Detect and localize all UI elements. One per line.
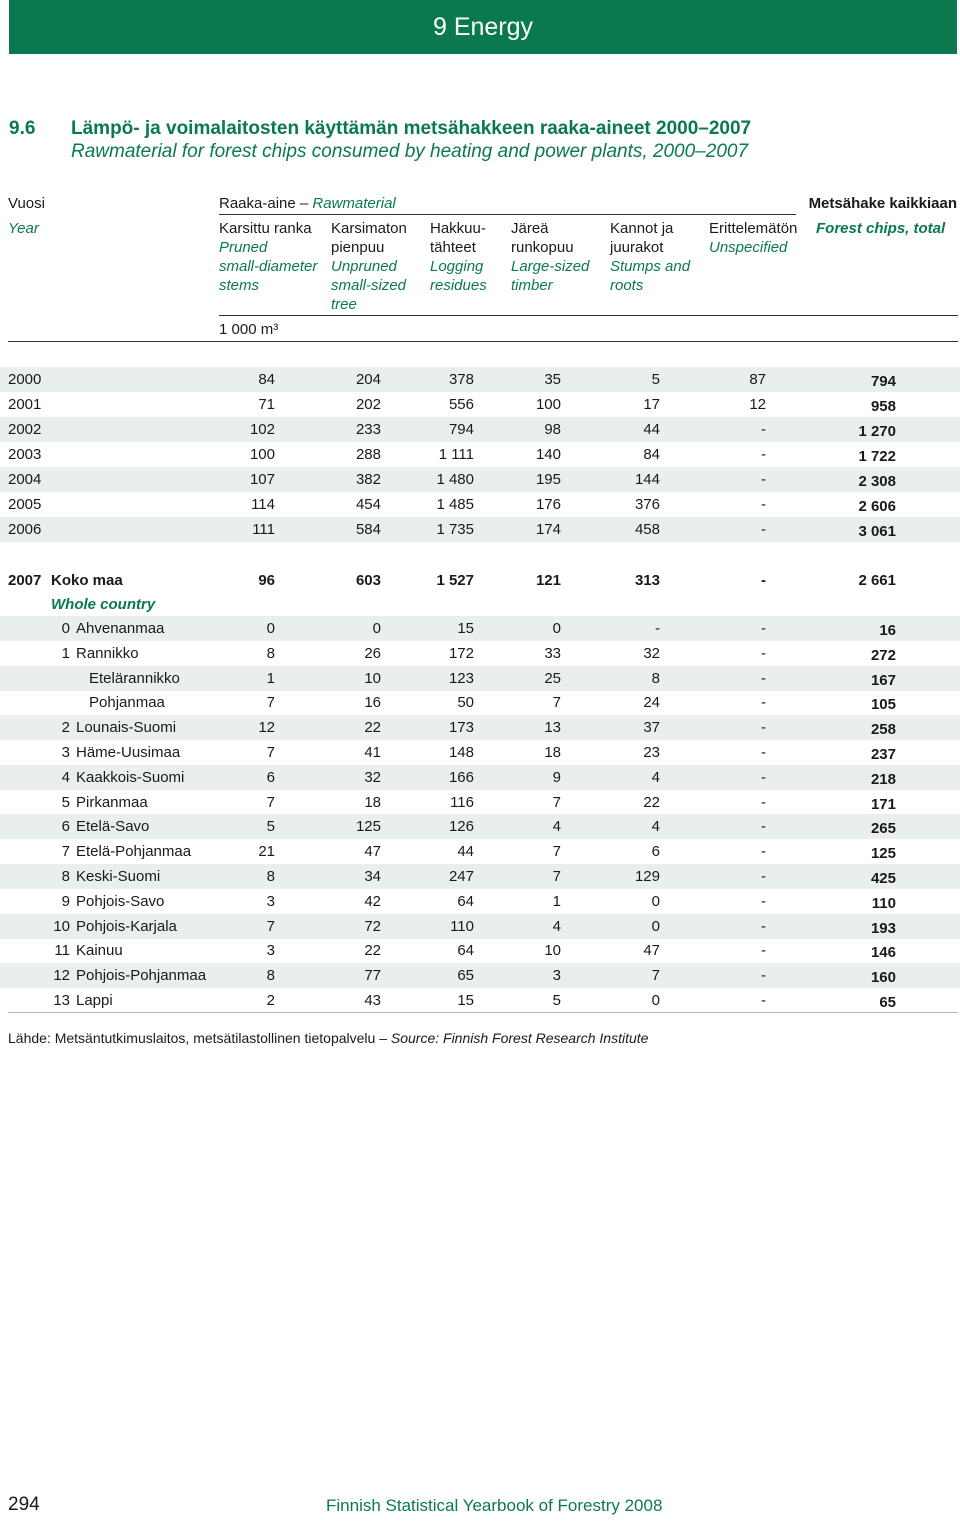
unit-label: 1 000 m³: [219, 321, 279, 338]
value-cell: 24: [643, 694, 660, 712]
value-cell: 12: [749, 396, 766, 413]
value-cell: -: [761, 694, 766, 712]
column-header-fi: runkopuu: [511, 239, 574, 256]
value-cell: 233: [355, 421, 381, 438]
value-cell: 5: [651, 371, 660, 388]
column-header-fi: Järeä: [511, 220, 549, 237]
value-cell: 22: [643, 793, 660, 811]
value-cell: 7: [266, 744, 275, 761]
value-cell: 47: [643, 942, 660, 960]
value-cell: 5: [266, 818, 275, 836]
region-code: 8: [61, 868, 70, 885]
region-name: Kaakkois-Suomi: [76, 768, 185, 786]
value-cell: 110: [450, 917, 474, 935]
value-cell: 12: [258, 719, 275, 737]
column-header-en: small-diameter: [219, 258, 318, 275]
value-cell: 42: [364, 892, 381, 910]
value-cell: 4: [552, 917, 561, 935]
value-cell: 125: [355, 818, 381, 836]
value-cell: 2: [266, 992, 275, 1009]
year-cell: 2006: [8, 521, 42, 538]
value-cell: 8: [266, 967, 275, 985]
value-cell: 18: [364, 793, 381, 811]
value-cell: 1 485: [436, 496, 474, 513]
total-cell: 193: [870, 919, 896, 937]
value-cell: 37: [643, 719, 660, 737]
value-cell: 26: [364, 644, 381, 662]
region-code: 5: [61, 793, 70, 811]
column-header-fi: juurakot: [610, 239, 664, 256]
table-title-en: Rawmaterial for forest chips consumed by heating and power plants, 2000–2007: [71, 141, 749, 162]
total-cell: 125: [870, 845, 896, 863]
value-cell: 382: [355, 471, 381, 488]
year-cell: 2007: [8, 572, 42, 589]
total-cell: 1 722: [858, 448, 896, 465]
header-rule-unit: [219, 315, 958, 316]
value-cell: -: [761, 917, 766, 935]
value-cell: -: [761, 992, 766, 1009]
region-name: Kainuu: [76, 942, 123, 960]
value-cell: -: [761, 818, 766, 836]
total-cell: 105: [870, 696, 896, 714]
column-header-en: roots: [610, 277, 644, 294]
value-cell: 1 735: [436, 521, 474, 538]
value-cell: 6: [266, 768, 275, 786]
table-number: 9.6: [9, 118, 36, 139]
value-cell: -: [761, 768, 766, 786]
year-cell: 2003: [8, 446, 42, 463]
value-cell: 17: [643, 396, 660, 413]
value-cell: 174: [535, 521, 561, 538]
value-cell: 247: [448, 868, 474, 885]
value-cell: 34: [364, 868, 381, 885]
total-cell: 65: [879, 994, 896, 1011]
year-cell: 2000: [8, 371, 42, 388]
region-label-en: Whole country: [51, 596, 156, 613]
value-cell: -: [761, 471, 766, 488]
value-cell: -: [761, 892, 766, 910]
region-name: Häme-Uusimaa: [76, 744, 181, 761]
value-cell: 458: [634, 521, 660, 538]
total-cell: 171: [870, 795, 896, 813]
region-code: 1: [61, 644, 70, 662]
total-cell: 425: [870, 870, 896, 887]
year-cell: 2004: [8, 471, 42, 488]
value-cell: 454: [355, 496, 381, 513]
value-cell: 22: [364, 719, 381, 737]
total-cell: 958: [870, 398, 896, 415]
total-cell: 237: [870, 746, 896, 763]
header-year-en: Year: [8, 220, 39, 237]
value-cell: 556: [448, 396, 474, 413]
region-code: 13: [53, 992, 70, 1009]
value-cell: -: [761, 793, 766, 811]
column-header-fi: Erittelemätön: [709, 220, 798, 237]
value-cell: 32: [643, 644, 660, 662]
value-cell: 4: [651, 768, 660, 786]
value-cell: 7: [266, 793, 275, 811]
column-header-en: Unpruned: [331, 258, 397, 275]
value-cell: 102: [249, 421, 275, 438]
total-cell: 3 061: [858, 523, 896, 540]
value-cell: -: [761, 644, 766, 662]
column-header-en: Stumps and: [610, 258, 691, 275]
value-cell: 114: [251, 496, 275, 513]
value-cell: 4: [552, 818, 561, 836]
value-cell: 378: [448, 371, 474, 388]
value-cell: 100: [535, 396, 561, 413]
value-cell: 7: [552, 843, 561, 861]
column-header-fi: Kannot ja: [610, 220, 674, 237]
column-header-en: Large-sized: [511, 258, 590, 275]
value-cell: 7: [552, 694, 561, 712]
total-cell: 2 308: [858, 473, 896, 490]
header-rawmaterial: [219, 194, 396, 213]
title-fi-text: Lämpö- ja voimalaitosten käyttämän metsähakkeen raaka-aineet 2000–2007: [71, 118, 752, 139]
value-cell: 98: [544, 421, 561, 438]
value-cell: 376: [634, 496, 660, 513]
value-cell: 172: [448, 644, 474, 662]
value-cell: 1: [266, 669, 275, 687]
value-cell: 33: [544, 644, 561, 662]
value-cell: -: [761, 620, 766, 637]
region-code: 10: [53, 917, 70, 935]
value-cell: 794: [448, 421, 474, 438]
value-cell: 77: [364, 967, 381, 985]
value-cell: 116: [450, 793, 474, 811]
column-header-fi: tähteet: [430, 239, 476, 256]
column-header-en: Logging: [430, 258, 484, 275]
header-total-fi: Metsähake kaikkiaan: [808, 195, 957, 212]
subregion-name: Pohjanmaa: [89, 694, 165, 712]
value-cell: 13: [544, 719, 561, 737]
value-cell: -: [761, 496, 766, 513]
value-cell: 584: [355, 521, 381, 538]
column-header-en: small-sized: [331, 277, 407, 294]
value-cell: 121: [535, 572, 561, 589]
value-cell: 313: [634, 572, 660, 589]
value-cell: 4: [651, 818, 660, 836]
value-cell: -: [761, 669, 766, 687]
value-cell: 84: [643, 446, 660, 463]
value-cell: 1 527: [436, 572, 474, 589]
region-name: Pohjois-Karjala: [76, 917, 177, 935]
value-cell: 32: [364, 768, 381, 786]
region-code: 9: [61, 892, 70, 910]
value-cell: 195: [535, 471, 561, 488]
value-cell: 64: [457, 892, 474, 910]
value-cell: 5: [552, 992, 561, 1009]
value-cell: 35: [544, 371, 561, 388]
value-cell: -: [761, 421, 766, 438]
header-rawmaterial-en: Rawmaterial: [312, 195, 396, 212]
value-cell: 123: [448, 669, 474, 687]
total-cell: 265: [870, 820, 896, 838]
value-cell: 8: [651, 669, 660, 687]
region-name: Lounais-Suomi: [76, 719, 177, 737]
value-cell: 1 111: [438, 446, 474, 463]
value-cell: 144: [634, 471, 660, 488]
value-cell: 7: [552, 793, 561, 811]
value-cell: 100: [249, 446, 275, 463]
value-cell: 18: [544, 744, 561, 761]
source-fi: Lähde: Metsäntutkimuslaitos, metsätilastollinen tietopalvelu –: [8, 1030, 391, 1046]
column-header-en: tree: [331, 296, 357, 313]
region-name: Ahvenanmaa: [76, 620, 165, 637]
value-cell: 0: [651, 992, 660, 1009]
column-header-en: Pruned: [219, 239, 268, 256]
value-cell: 3: [266, 942, 275, 960]
value-cell: 288: [355, 446, 381, 463]
value-cell: -: [655, 620, 660, 637]
value-cell: -: [761, 744, 766, 761]
value-cell: 65: [457, 967, 474, 985]
region-code: 11: [54, 942, 70, 960]
column-header-fi: pienpuu: [331, 239, 385, 256]
value-cell: 10: [364, 669, 381, 687]
value-cell: 84: [258, 371, 275, 388]
region-code: 2: [61, 719, 70, 737]
column-header-fi: Karsimaton: [331, 220, 407, 237]
total-cell: 794: [870, 373, 896, 390]
subregion-name: Etelärannikko: [89, 669, 180, 687]
value-cell: 7: [266, 917, 275, 935]
source-note: [8, 1029, 648, 1048]
region-label-fi: Koko maa: [51, 572, 123, 589]
region-name: Pohjois-Pohjanmaa: [76, 967, 207, 985]
value-cell: 6: [651, 843, 660, 861]
region-name: Etelä-Savo: [76, 818, 150, 836]
value-cell: 176: [535, 496, 561, 513]
value-cell: 7: [266, 694, 275, 712]
value-cell: 44: [643, 421, 660, 438]
source-en: Source: Finnish Forest Research Institute: [390, 1030, 649, 1046]
value-cell: -: [761, 942, 766, 960]
total-cell: 258: [870, 721, 896, 739]
column-header-fi: Karsittu ranka: [219, 220, 312, 237]
header-rawmaterial-fi: Raaka-aine –: [219, 195, 313, 212]
total-cell: 218: [870, 770, 896, 788]
value-cell: 16: [364, 694, 381, 712]
value-cell: 3: [266, 892, 275, 910]
value-cell: 25: [544, 669, 561, 687]
value-cell: 7: [552, 868, 561, 885]
total-cell: 110: [871, 894, 896, 912]
header-year-fi: Vuosi: [8, 195, 45, 212]
column-header-en: stems: [219, 277, 260, 294]
value-cell: -: [761, 572, 766, 589]
value-cell: 202: [355, 396, 381, 413]
value-cell: 173: [448, 719, 474, 737]
value-cell: 41: [364, 744, 381, 761]
value-cell: -: [761, 843, 766, 861]
value-cell: -: [761, 719, 766, 737]
value-cell: -: [761, 521, 766, 538]
header-total-en: Forest chips, total: [816, 220, 946, 237]
value-cell: 166: [448, 768, 474, 786]
header-rule-rawmaterial: [219, 214, 796, 215]
region-name: Keski-Suomi: [76, 868, 161, 885]
total-cell: 160: [870, 969, 896, 987]
value-cell: 50: [457, 694, 474, 712]
value-cell: 43: [364, 992, 381, 1009]
value-cell: 47: [364, 843, 381, 861]
value-cell: 129: [634, 868, 660, 885]
value-cell: -: [761, 868, 766, 885]
value-cell: 8: [266, 644, 275, 662]
value-cell: 8: [266, 868, 275, 885]
value-cell: -: [761, 446, 766, 463]
region-name: Rannikko: [76, 644, 139, 662]
total-cell: 146: [870, 944, 896, 962]
value-cell: 603: [355, 572, 381, 589]
total-cell: 16: [879, 622, 896, 639]
region-name: Pirkanmaa: [76, 793, 148, 811]
value-cell: 1 480: [436, 471, 474, 488]
total-cell: 2 661: [858, 572, 896, 589]
value-cell: 23: [643, 744, 660, 761]
value-cell: 15: [457, 992, 474, 1009]
region-name: Etelä-Pohjanmaa: [76, 843, 192, 861]
value-cell: 107: [249, 471, 275, 488]
region-code: 12: [53, 967, 70, 985]
region-code: 4: [61, 768, 70, 786]
table-title-fi: [9, 118, 751, 140]
value-cell: 126: [448, 818, 474, 836]
year-cell: 2001: [8, 396, 42, 413]
region-code: 7: [61, 843, 70, 861]
value-cell: 96: [258, 572, 275, 589]
column-header-fi: Hakkuu-: [430, 220, 486, 237]
value-cell: 0: [552, 620, 561, 637]
value-cell: 10: [544, 942, 561, 960]
publication-title: Finnish Statistical Yearbook of Forestry 2008: [326, 1496, 663, 1515]
region-code: 3: [61, 744, 70, 761]
value-cell: 0: [266, 620, 275, 637]
value-cell: 15: [457, 620, 474, 637]
value-cell: 0: [651, 917, 660, 935]
region-name: Pohjois-Savo: [76, 892, 165, 910]
region-name: Lappi: [76, 992, 113, 1009]
value-cell: 1: [552, 892, 561, 910]
total-cell: 272: [870, 646, 896, 664]
value-cell: 204: [355, 371, 381, 388]
value-cell: 21: [258, 843, 275, 861]
table-bottom-rule: [8, 1012, 958, 1013]
page-number: 294: [8, 1494, 40, 1515]
value-cell: 72: [364, 917, 381, 935]
region-code: 0: [61, 620, 70, 637]
value-cell: 9: [552, 768, 561, 786]
value-cell: 87: [749, 371, 766, 388]
header-rule-bottom: [8, 341, 958, 342]
total-cell: 2 606: [858, 498, 896, 515]
value-cell: 0: [372, 620, 381, 637]
total-cell: 167: [870, 671, 896, 689]
value-cell: -: [761, 967, 766, 985]
column-header-en: timber: [511, 277, 553, 294]
column-header-en: Unspecified: [709, 239, 788, 256]
value-cell: 22: [364, 942, 381, 960]
value-cell: 71: [258, 396, 275, 413]
value-cell: 64: [457, 942, 474, 960]
value-cell: 7: [651, 967, 660, 985]
year-cell: 2002: [8, 421, 42, 438]
total-cell: 1 270: [858, 423, 896, 440]
year-cell: 2005: [8, 496, 42, 513]
column-header-en: residues: [430, 277, 487, 294]
value-cell: 111: [252, 521, 275, 538]
value-cell: 140: [535, 446, 561, 463]
value-cell: 3: [552, 967, 561, 985]
region-code: 6: [61, 818, 70, 836]
value-cell: 148: [448, 744, 474, 761]
value-cell: 44: [457, 843, 474, 861]
chapter-banner: 9 Energy: [9, 0, 957, 54]
value-cell: 0: [651, 892, 660, 910]
